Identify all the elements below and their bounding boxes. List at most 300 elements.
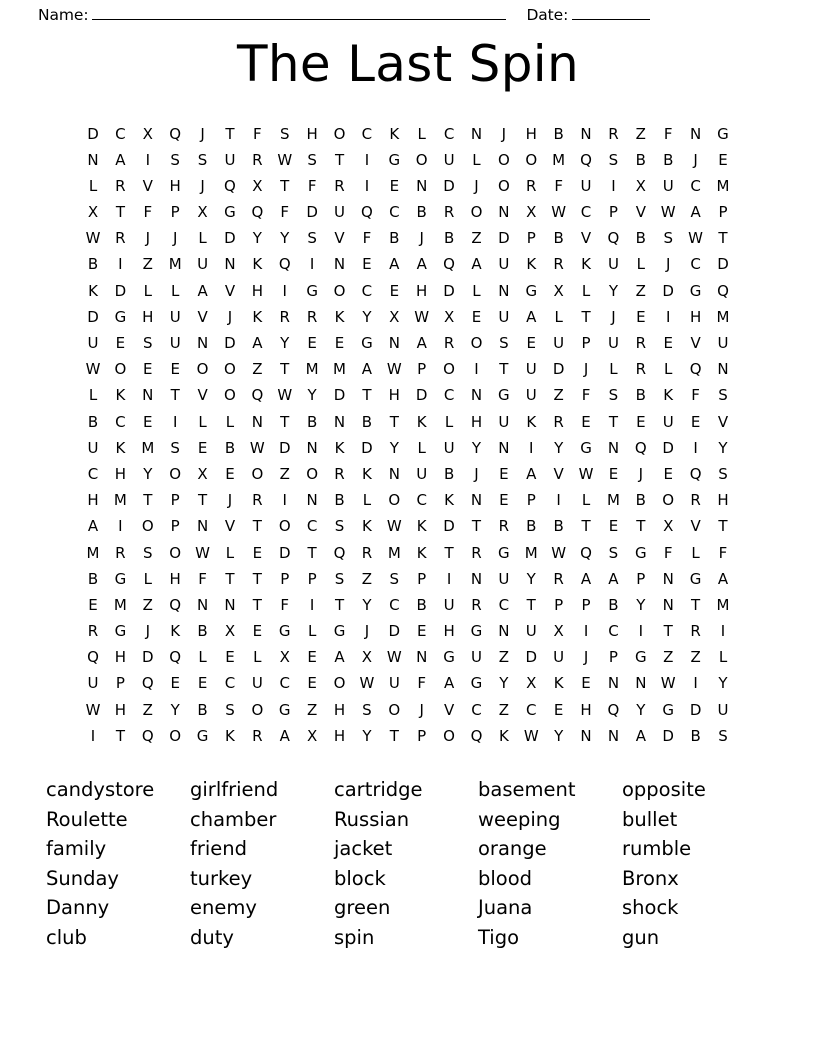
grid-cell[interactable]: W bbox=[277, 150, 293, 169]
grid-cell[interactable]: O bbox=[333, 674, 346, 693]
grid-cell[interactable]: D bbox=[306, 203, 318, 222]
grid-cell[interactable]: G bbox=[278, 622, 291, 641]
word-list-item[interactable]: Russian bbox=[334, 807, 410, 831]
grid-cell[interactable]: T bbox=[252, 595, 262, 614]
grid-cell[interactable]: Y bbox=[252, 229, 262, 248]
grid-cell[interactable]: K bbox=[444, 491, 454, 510]
grid-cell[interactable]: B bbox=[416, 595, 427, 614]
grid-cell[interactable]: B bbox=[443, 229, 455, 248]
grid-cell[interactable]: E bbox=[88, 595, 98, 614]
grid-cell[interactable]: L bbox=[609, 360, 618, 379]
grid-cell[interactable]: L bbox=[307, 622, 317, 641]
grid-cell[interactable]: T bbox=[307, 543, 317, 562]
grid-cell[interactable]: N bbox=[470, 491, 483, 510]
grid-cell[interactable]: E bbox=[143, 360, 153, 379]
grid-cell[interactable]: K bbox=[361, 464, 372, 483]
grid-cell[interactable]: T bbox=[115, 726, 125, 745]
grid-cell[interactable]: O bbox=[525, 150, 538, 169]
grid-cell[interactable]: W bbox=[660, 203, 676, 222]
grid-cell[interactable]: N bbox=[662, 595, 674, 614]
grid-cell[interactable]: B bbox=[361, 412, 373, 431]
grid-cell[interactable]: L bbox=[143, 569, 152, 588]
grid-cell[interactable]: H bbox=[169, 176, 181, 195]
grid-cell[interactable]: N bbox=[607, 726, 620, 745]
grid-cell[interactable]: Z bbox=[553, 386, 564, 405]
grid-cell[interactable]: B bbox=[635, 150, 646, 169]
grid-cell[interactable]: I bbox=[720, 622, 726, 641]
grid-cell[interactable]: T bbox=[280, 176, 290, 195]
grid-cell[interactable]: E bbox=[526, 334, 536, 352]
grid-cell[interactable]: C bbox=[389, 203, 400, 222]
grid-cell[interactable]: X bbox=[197, 203, 208, 222]
grid-cell[interactable]: N bbox=[333, 412, 346, 431]
grid-cell[interactable]: J bbox=[172, 229, 178, 248]
grid-cell[interactable]: Q bbox=[251, 203, 264, 222]
grid-cell[interactable]: T bbox=[362, 386, 372, 405]
grid-cell[interactable]: U bbox=[607, 334, 619, 352]
grid-cell[interactable]: G bbox=[196, 726, 209, 745]
grid-cell[interactable]: S bbox=[143, 543, 153, 562]
grid-cell[interactable]: Q bbox=[470, 726, 483, 745]
grid-cell[interactable]: E bbox=[307, 674, 317, 693]
grid-cell[interactable]: S bbox=[608, 150, 619, 169]
grid-cell[interactable]: N bbox=[470, 124, 483, 143]
grid-cell[interactable]: P bbox=[417, 569, 427, 588]
word-list-item[interactable]: bullet bbox=[622, 807, 678, 831]
grid-cell[interactable]: X bbox=[526, 674, 537, 693]
grid-cell[interactable]: Z bbox=[635, 281, 646, 300]
grid-cell[interactable]: A bbox=[197, 281, 208, 300]
word-list-item[interactable]: Juana bbox=[478, 896, 533, 920]
grid-cell[interactable]: X bbox=[197, 464, 208, 483]
grid-cell[interactable]: B bbox=[608, 595, 619, 614]
grid-cell[interactable]: U bbox=[416, 464, 428, 483]
grid-cell[interactable]: J bbox=[474, 464, 479, 483]
grid-cell[interactable]: O bbox=[443, 726, 455, 745]
grid-cell[interactable]: W bbox=[551, 543, 567, 562]
grid-cell[interactable]: L bbox=[171, 281, 180, 300]
grid-cell[interactable]: G bbox=[333, 622, 346, 641]
grid-cell[interactable]: O bbox=[196, 360, 209, 379]
grid-cell[interactable]: X bbox=[443, 307, 455, 326]
grid-cell[interactable]: U bbox=[224, 150, 236, 169]
grid-cell[interactable]: I bbox=[693, 438, 698, 457]
grid-cell[interactable]: Z bbox=[142, 255, 153, 274]
grid-cell[interactable]: Z bbox=[142, 595, 153, 614]
grid-cell[interactable]: N bbox=[416, 176, 428, 195]
grid-cell[interactable]: L bbox=[417, 124, 426, 143]
grid-cell[interactable]: D bbox=[333, 386, 346, 405]
grid-cell[interactable]: S bbox=[307, 150, 317, 169]
grid-cell[interactable]: K bbox=[115, 438, 126, 457]
grid-cell[interactable]: G bbox=[361, 334, 373, 352]
grid-cell[interactable]: E bbox=[197, 674, 208, 693]
grid-cell[interactable]: K bbox=[553, 674, 564, 693]
grid-cell[interactable]: O bbox=[497, 176, 510, 195]
grid-cell[interactable]: Y bbox=[499, 674, 509, 693]
grid-cell[interactable]: D bbox=[114, 281, 127, 300]
grid-cell[interactable]: L bbox=[554, 307, 563, 326]
grid-cell[interactable]: X bbox=[663, 517, 674, 536]
grid-cell[interactable]: Q bbox=[278, 255, 291, 274]
grid-cell[interactable]: R bbox=[279, 307, 290, 326]
grid-cell[interactable]: C bbox=[224, 674, 236, 693]
grid-cell[interactable]: Q bbox=[224, 176, 236, 195]
grid-cell[interactable]: O bbox=[415, 150, 428, 169]
grid-cell[interactable]: F bbox=[417, 674, 427, 693]
grid-cell[interactable]: Y bbox=[718, 438, 728, 457]
grid-cell[interactable]: T bbox=[197, 491, 208, 510]
grid-cell[interactable]: N bbox=[635, 674, 647, 693]
grid-cell[interactable]: K bbox=[581, 255, 591, 274]
grid-cell[interactable]: H bbox=[306, 124, 318, 143]
grid-cell[interactable]: C bbox=[416, 491, 427, 510]
grid-cell[interactable]: Y bbox=[554, 726, 564, 745]
grid-cell[interactable]: V bbox=[334, 229, 345, 248]
word-list-item[interactable]: Roulette bbox=[46, 807, 128, 831]
grid-cell[interactable]: F bbox=[718, 543, 728, 562]
grid-cell[interactable]: D bbox=[278, 543, 291, 562]
grid-cell[interactable]: N bbox=[607, 674, 620, 693]
grid-cell[interactable]: C bbox=[361, 281, 373, 300]
grid-cell[interactable]: N bbox=[196, 334, 209, 352]
date-input-line[interactable] bbox=[572, 6, 650, 20]
grid-cell[interactable]: F bbox=[663, 124, 673, 143]
grid-cell[interactable]: X bbox=[361, 648, 373, 667]
grid-cell[interactable]: C bbox=[115, 124, 126, 143]
grid-cell[interactable]: H bbox=[251, 281, 263, 300]
grid-cell[interactable]: V bbox=[443, 700, 455, 719]
grid-cell[interactable]: S bbox=[718, 726, 728, 745]
grid-cell[interactable]: H bbox=[388, 386, 400, 405]
grid-cell[interactable]: K bbox=[361, 517, 372, 536]
grid-cell[interactable]: K bbox=[334, 438, 345, 457]
word-list-item[interactable]: blood bbox=[478, 866, 533, 890]
grid-cell[interactable]: J bbox=[200, 176, 205, 195]
grid-cell[interactable]: K bbox=[526, 412, 537, 431]
grid-cell[interactable]: O bbox=[333, 281, 346, 300]
grid-cell[interactable]: F bbox=[581, 386, 591, 405]
grid-cell[interactable]: D bbox=[388, 622, 401, 641]
grid-cell[interactable]: N bbox=[416, 648, 428, 667]
grid-cell[interactable]: Q bbox=[634, 438, 647, 457]
grid-cell[interactable]: T bbox=[115, 203, 125, 222]
grid-cell[interactable]: Q bbox=[689, 360, 702, 379]
grid-cell[interactable]: S bbox=[170, 438, 180, 457]
grid-cell[interactable]: A bbox=[690, 203, 701, 222]
grid-cell[interactable]: O bbox=[169, 543, 182, 562]
grid-cell[interactable]: B bbox=[87, 255, 99, 274]
grid-cell[interactable]: E bbox=[690, 412, 701, 431]
grid-cell[interactable]: A bbox=[279, 726, 290, 745]
grid-cell[interactable]: H bbox=[114, 700, 127, 719]
grid-cell[interactable]: H bbox=[689, 307, 702, 326]
grid-cell[interactable]: W bbox=[85, 360, 101, 379]
grid-cell[interactable]: N bbox=[196, 595, 209, 614]
grid-cell[interactable]: U bbox=[662, 176, 674, 195]
word-list-item[interactable]: family bbox=[46, 837, 107, 861]
grid-cell[interactable]: L bbox=[88, 386, 98, 405]
word-list-item[interactable]: enemy bbox=[190, 896, 257, 920]
word-list-item[interactable]: basement bbox=[478, 778, 576, 801]
grid-cell[interactable]: O bbox=[141, 517, 154, 536]
grid-cell[interactable]: M bbox=[113, 491, 127, 510]
grid-cell[interactable]: D bbox=[415, 386, 428, 405]
grid-cell[interactable]: O bbox=[443, 360, 455, 379]
grid-cell[interactable]: M bbox=[552, 150, 566, 169]
grid-cell[interactable]: L bbox=[664, 360, 673, 379]
grid-cell[interactable]: E bbox=[389, 281, 400, 300]
grid-cell[interactable]: U bbox=[169, 334, 181, 352]
grid-cell[interactable]: P bbox=[718, 203, 728, 222]
grid-cell[interactable]: G bbox=[498, 386, 510, 405]
grid-cell[interactable]: I bbox=[446, 569, 452, 588]
grid-cell[interactable]: F bbox=[691, 386, 700, 405]
grid-cell[interactable]: G bbox=[114, 307, 127, 326]
grid-cell[interactable]: S bbox=[197, 150, 208, 169]
grid-cell[interactable]: I bbox=[90, 726, 96, 745]
grid-cell[interactable]: W bbox=[551, 203, 567, 222]
grid-cell[interactable]: V bbox=[690, 517, 701, 536]
grid-cell[interactable]: J bbox=[665, 255, 671, 274]
word-list-item[interactable]: candystore bbox=[46, 778, 155, 801]
grid-cell[interactable]: R bbox=[252, 150, 263, 169]
grid-cell[interactable]: Q bbox=[169, 124, 182, 143]
grid-cell[interactable]: A bbox=[526, 307, 537, 326]
grid-cell[interactable]: S bbox=[718, 386, 728, 405]
grid-cell[interactable]: J bbox=[364, 622, 370, 641]
grid-cell[interactable]: O bbox=[497, 150, 510, 169]
grid-cell[interactable]: E bbox=[471, 307, 482, 326]
grid-cell[interactable]: L bbox=[444, 412, 454, 431]
grid-cell[interactable]: R bbox=[635, 360, 647, 379]
grid-cell[interactable]: Q bbox=[580, 543, 592, 562]
grid-cell[interactable]: R bbox=[690, 622, 701, 641]
grid-cell[interactable]: G bbox=[635, 648, 647, 667]
grid-cell[interactable]: E bbox=[115, 334, 126, 352]
grid-cell[interactable]: F bbox=[280, 595, 290, 614]
grid-cell[interactable]: B bbox=[635, 229, 646, 248]
grid-cell[interactable]: D bbox=[224, 334, 236, 352]
grid-cell[interactable]: W bbox=[386, 360, 402, 379]
grid-cell[interactable]: U bbox=[169, 307, 181, 326]
word-list-item[interactable]: Bronx bbox=[622, 866, 679, 890]
grid-cell[interactable]: Z bbox=[142, 700, 153, 719]
grid-cell[interactable]: P bbox=[115, 674, 125, 693]
grid-cell[interactable]: N bbox=[607, 438, 620, 457]
grid-cell[interactable]: J bbox=[419, 229, 424, 248]
grid-cell[interactable]: E bbox=[143, 412, 153, 431]
grid-cell[interactable]: N bbox=[580, 726, 592, 745]
grid-cell[interactable]: R bbox=[471, 595, 482, 614]
grid-cell[interactable]: Y bbox=[170, 700, 180, 719]
word-list-item[interactable]: girlfriend bbox=[190, 778, 279, 801]
grid-cell[interactable]: K bbox=[663, 386, 674, 405]
grid-cell[interactable]: Q bbox=[169, 595, 182, 614]
grid-cell[interactable]: N bbox=[306, 438, 318, 457]
grid-cell[interactable]: N bbox=[470, 569, 483, 588]
grid-cell[interactable]: G bbox=[717, 124, 729, 143]
grid-cell[interactable]: R bbox=[306, 307, 318, 326]
grid-cell[interactable]: L bbox=[88, 176, 98, 195]
grid-cell[interactable]: G bbox=[388, 150, 401, 169]
grid-cell[interactable]: J bbox=[583, 360, 589, 379]
name-input-line[interactable] bbox=[92, 6, 506, 20]
grid-cell[interactable]: E bbox=[252, 622, 263, 641]
grid-cell[interactable]: D bbox=[278, 438, 291, 457]
grid-cell[interactable]: S bbox=[307, 229, 317, 248]
grid-cell[interactable]: Y bbox=[526, 569, 536, 588]
grid-cell[interactable]: X bbox=[279, 648, 290, 667]
grid-cell[interactable]: N bbox=[662, 569, 674, 588]
grid-cell[interactable]: L bbox=[143, 281, 152, 300]
grid-cell[interactable]: E bbox=[499, 464, 509, 483]
grid-cell[interactable]: O bbox=[224, 386, 236, 405]
grid-cell[interactable]: P bbox=[554, 595, 564, 614]
grid-cell[interactable]: W bbox=[578, 464, 594, 483]
grid-cell[interactable]: X bbox=[553, 622, 564, 641]
grid-cell[interactable]: S bbox=[170, 150, 180, 169]
grid-cell[interactable]: B bbox=[663, 150, 674, 169]
grid-cell[interactable]: Z bbox=[252, 360, 263, 379]
grid-cell[interactable]: K bbox=[389, 124, 400, 143]
grid-cell[interactable]: C bbox=[526, 700, 537, 719]
grid-cell[interactable]: Q bbox=[169, 648, 182, 667]
word-list-item[interactable]: weeping bbox=[478, 807, 561, 831]
grid-cell[interactable]: P bbox=[417, 360, 427, 379]
grid-cell[interactable]: Q bbox=[607, 229, 620, 248]
grid-cell[interactable]: M bbox=[606, 491, 620, 510]
grid-cell[interactable]: T bbox=[636, 517, 646, 536]
grid-cell[interactable]: S bbox=[663, 229, 673, 248]
grid-cell[interactable]: A bbox=[608, 569, 619, 588]
grid-cell[interactable]: A bbox=[416, 334, 427, 352]
grid-cell[interactable]: U bbox=[717, 700, 729, 719]
grid-cell[interactable]: N bbox=[388, 464, 400, 483]
grid-cell[interactable]: R bbox=[115, 543, 126, 562]
grid-cell[interactable]: M bbox=[333, 360, 346, 379]
grid-cell[interactable]: O bbox=[224, 360, 236, 379]
grid-cell[interactable]: C bbox=[608, 622, 619, 641]
grid-cell[interactable]: N bbox=[306, 491, 318, 510]
grid-cell[interactable]: U bbox=[498, 569, 510, 588]
grid-cell[interactable]: Z bbox=[279, 464, 290, 483]
word-list-item[interactable]: duty bbox=[190, 925, 234, 949]
grid-cell[interactable]: R bbox=[443, 334, 455, 352]
grid-cell[interactable]: L bbox=[581, 491, 591, 510]
grid-cell[interactable]: T bbox=[581, 307, 591, 326]
grid-cell[interactable]: U bbox=[197, 255, 209, 274]
grid-cell[interactable]: Q bbox=[580, 150, 592, 169]
grid-cell[interactable]: R bbox=[553, 412, 564, 431]
grid-cell[interactable]: M bbox=[716, 307, 730, 326]
grid-cell[interactable]: G bbox=[443, 648, 455, 667]
grid-cell[interactable]: V bbox=[635, 203, 646, 222]
grid-cell[interactable]: T bbox=[691, 595, 701, 614]
grid-cell[interactable]: F bbox=[663, 543, 673, 562]
grid-cell[interactable]: U bbox=[443, 595, 455, 614]
grid-cell[interactable]: Y bbox=[143, 464, 153, 483]
grid-cell[interactable]: E bbox=[499, 491, 509, 510]
grid-cell[interactable]: I bbox=[118, 255, 123, 274]
grid-cell[interactable]: J bbox=[638, 464, 644, 483]
grid-cell[interactable]: U bbox=[498, 412, 510, 431]
grid-cell[interactable]: T bbox=[526, 595, 536, 614]
grid-cell[interactable]: K bbox=[115, 386, 126, 405]
grid-cell[interactable]: P bbox=[307, 569, 317, 588]
grid-cell[interactable]: O bbox=[251, 464, 264, 483]
grid-cell[interactable]: C bbox=[87, 464, 99, 483]
grid-cell[interactable]: Y bbox=[471, 438, 482, 457]
grid-cell[interactable]: H bbox=[470, 412, 483, 431]
grid-cell[interactable]: C bbox=[389, 595, 400, 614]
grid-cell[interactable]: V bbox=[580, 229, 592, 248]
grid-cell[interactable]: Y bbox=[554, 438, 564, 457]
grid-cell[interactable]: Z bbox=[663, 648, 674, 667]
grid-cell[interactable]: Q bbox=[87, 648, 99, 667]
grid-cell[interactable]: J bbox=[145, 622, 150, 641]
grid-cell[interactable]: N bbox=[333, 255, 346, 274]
grid-cell[interactable]: L bbox=[472, 281, 481, 300]
grid-cell[interactable]: K bbox=[225, 726, 235, 745]
grid-cell[interactable]: Y bbox=[362, 726, 372, 745]
grid-cell[interactable]: L bbox=[691, 543, 700, 562]
grid-cell[interactable]: R bbox=[553, 255, 564, 274]
word-list-item[interactable]: spin bbox=[334, 925, 375, 949]
grid-cell[interactable]: M bbox=[113, 595, 127, 614]
grid-cell[interactable]: K bbox=[416, 517, 427, 536]
grid-cell[interactable]: Y bbox=[636, 595, 646, 614]
grid-cell[interactable]: H bbox=[717, 491, 729, 510]
grid-cell[interactable]: E bbox=[225, 464, 235, 483]
grid-cell[interactable]: Q bbox=[141, 726, 154, 745]
grid-cell[interactable]: I bbox=[693, 674, 698, 693]
grid-cell[interactable]: Y bbox=[636, 700, 646, 719]
grid-cell[interactable]: Q bbox=[689, 464, 702, 483]
grid-cell[interactable]: U bbox=[334, 203, 346, 222]
grid-cell[interactable]: Q bbox=[443, 255, 455, 274]
grid-cell[interactable]: P bbox=[526, 229, 536, 248]
word-list-item[interactable]: chamber bbox=[190, 807, 277, 831]
grid-cell[interactable]: N bbox=[224, 595, 236, 614]
grid-cell[interactable]: B bbox=[416, 203, 427, 222]
grid-cell[interactable]: S bbox=[143, 334, 153, 352]
grid-cell[interactable]: H bbox=[114, 648, 127, 667]
grid-cell[interactable]: Z bbox=[498, 700, 509, 719]
grid-cell[interactable]: R bbox=[443, 203, 455, 222]
grid-cell[interactable]: U bbox=[553, 648, 565, 667]
grid-cell[interactable]: R bbox=[252, 726, 263, 745]
grid-cell[interactable]: I bbox=[665, 307, 671, 326]
grid-cell[interactable]: V bbox=[224, 517, 236, 536]
grid-cell[interactable]: V bbox=[224, 281, 236, 300]
grid-cell[interactable]: R bbox=[87, 622, 99, 641]
grid-cell[interactable]: W bbox=[660, 674, 676, 693]
grid-cell[interactable]: A bbox=[471, 255, 482, 274]
grid-cell[interactable]: U bbox=[525, 622, 537, 641]
grid-cell[interactable]: E bbox=[608, 464, 619, 483]
grid-cell[interactable]: C bbox=[443, 124, 455, 143]
grid-cell[interactable]: E bbox=[307, 334, 317, 352]
grid-cell[interactable]: W bbox=[688, 229, 704, 248]
grid-cell[interactable]: B bbox=[389, 229, 400, 248]
grid-cell[interactable]: L bbox=[225, 543, 235, 562]
grid-cell[interactable]: M bbox=[524, 543, 538, 562]
grid-cell[interactable]: I bbox=[364, 150, 370, 169]
grid-cell[interactable]: S bbox=[225, 700, 235, 719]
grid-cell[interactable]: G bbox=[470, 622, 483, 641]
grid-cell[interactable]: R bbox=[471, 543, 482, 562]
